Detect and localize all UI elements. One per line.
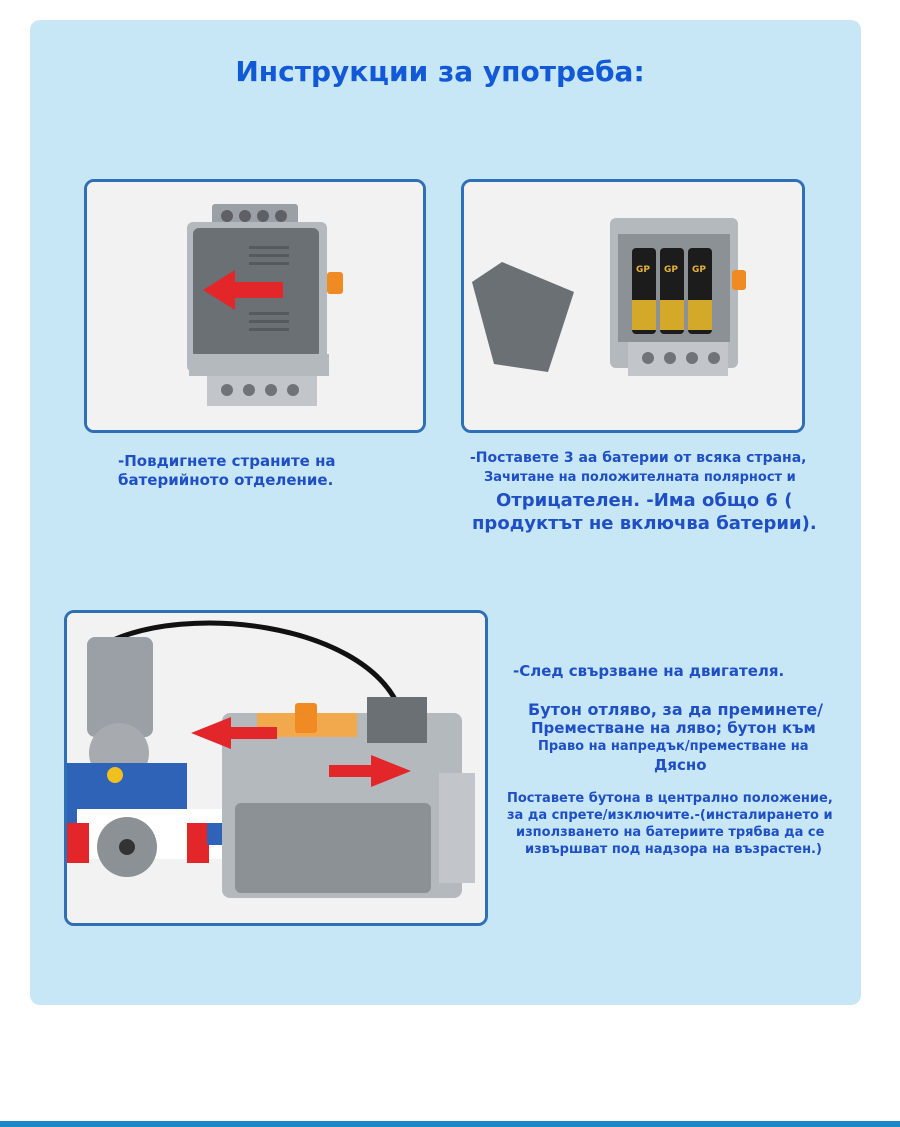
step3-line9: извършват под надзора на възрастен.) <box>525 842 822 857</box>
step3-line4: Право на напредък/преместване на <box>538 739 809 754</box>
step2-line3: Отрицателен. -Има общо 6 ( <box>496 490 793 511</box>
step2-line1: -Поставете 3 аа батерии от всяка страна, <box>470 450 807 466</box>
step3-line1: -След свързване на двигателя. <box>513 662 785 680</box>
step1-text: -Повдигнете страните на батерийното отделение. <box>118 452 336 489</box>
robot-motor-image <box>64 610 488 926</box>
step2-line4: продуктът не включва батерии). <box>472 513 817 534</box>
step3-line8: използването на батериите трябва да се <box>516 825 825 840</box>
open-battery-box-image <box>461 179 805 433</box>
step3-line6: Поставете бутона в централно положение, <box>507 791 833 806</box>
bottom-divider <box>0 1121 900 1127</box>
page-title: Инструкции за употреба: <box>235 55 645 88</box>
step3-line2: Бутон отляво, за да преминете/ <box>528 700 824 719</box>
step3-line5: Дясно <box>654 756 707 774</box>
step2-line2: Зачитане на положителната полярност и <box>484 470 796 485</box>
battery-box-image <box>84 179 426 433</box>
battery-brand-label: GP <box>636 265 650 275</box>
svg-text:GP: GP <box>692 265 706 275</box>
svg-text:GP: GP <box>664 265 678 275</box>
step3-line7: за да спрете/изключите.-(инсталирането и <box>507 808 833 823</box>
step3-line3: Преместване на ляво; бутон към <box>531 719 816 737</box>
